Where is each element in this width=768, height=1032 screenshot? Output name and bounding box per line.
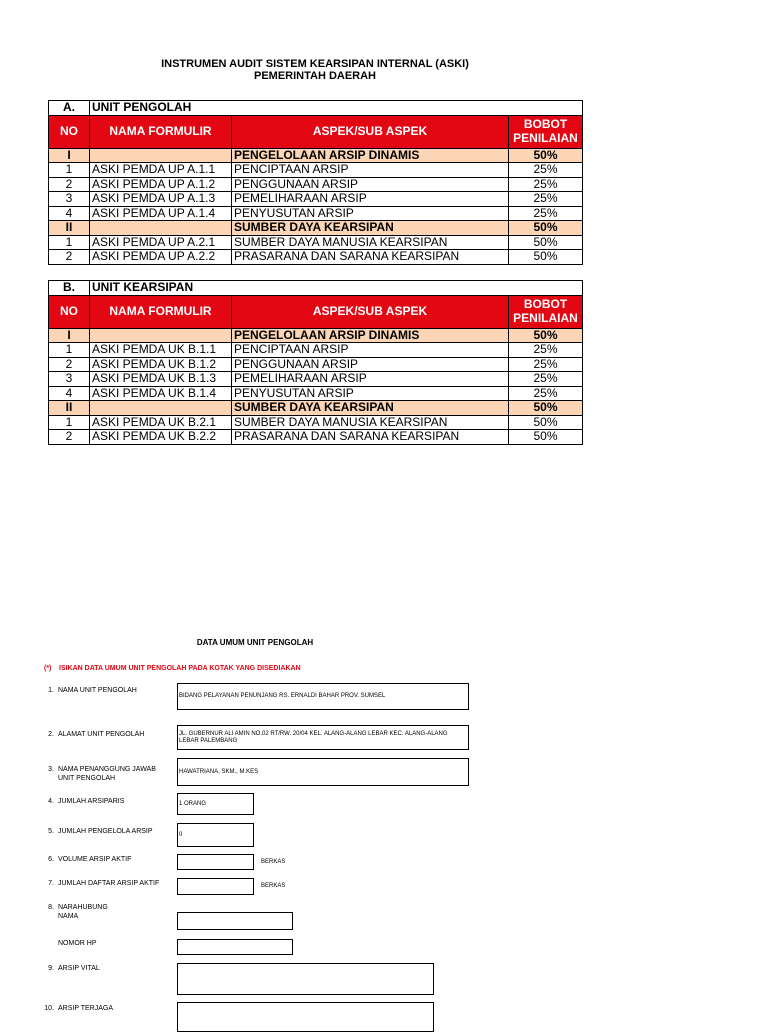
row-aspek: SUMBER DAYA MANUSIA KEARSIPAN bbox=[232, 235, 509, 250]
field-unit: BERKAS bbox=[261, 883, 286, 889]
field-label-text: JUMLAH PENGELOLA ARSIP bbox=[58, 828, 153, 835]
row-bobot: 50% bbox=[509, 235, 583, 250]
group-bobot: 50% bbox=[509, 221, 583, 236]
table-row bbox=[49, 192, 583, 207]
row-no: 2 bbox=[49, 430, 90, 445]
form-note-marker: (*) bbox=[44, 665, 52, 672]
row-form-name: ASKI PEMDA UP A.1.2 bbox=[90, 177, 232, 192]
column-header-no: NO bbox=[49, 295, 90, 328]
row-no: 1 bbox=[49, 235, 90, 250]
row-aspek: PENYUSUTAN ARSIP bbox=[232, 206, 509, 221]
row-bobot: 25% bbox=[509, 163, 583, 178]
column-header-nama-formulir: NAMA FORMULIR bbox=[90, 115, 232, 148]
field-number: 7. bbox=[48, 880, 54, 887]
row-no: 1 bbox=[49, 163, 90, 178]
field-label-text: NAMA UNIT PENGOLAH bbox=[58, 687, 137, 694]
field-number: 6. bbox=[48, 856, 54, 863]
field-number: 3. bbox=[48, 766, 54, 773]
form-note bbox=[44, 665, 301, 672]
document-title: INSTRUMEN AUDIT SISTEM KEARSIPAN INTERNAL (ASKI) bbox=[161, 58, 469, 70]
column-header-nama-formulir: NAMA FORMULIR bbox=[90, 295, 232, 328]
row-form-name: ASKI PEMDA UP A.2.2 bbox=[90, 250, 232, 265]
section-code: B. bbox=[49, 281, 90, 296]
row-aspek: SUMBER DAYA MANUSIA KEARSIPAN bbox=[232, 415, 509, 430]
field-input-box[interactable] bbox=[177, 1002, 434, 1032]
row-form-name: ASKI PEMDA UP A.1.1 bbox=[90, 163, 232, 178]
section-header-row bbox=[49, 281, 583, 296]
section-name: UNIT KEARSIPAN bbox=[90, 281, 583, 296]
row-bobot: 25% bbox=[509, 177, 583, 192]
aski-table-b bbox=[48, 280, 583, 445]
row-aspek: PEMELIHARAAN ARSIP bbox=[232, 192, 509, 207]
group-row bbox=[49, 401, 583, 416]
row-aspek: PENYUSUTAN ARSIP bbox=[232, 386, 509, 401]
column-header-bobot: BOBOT PENILAIAN bbox=[509, 115, 583, 148]
field-number: 4. bbox=[48, 798, 54, 805]
field-value: 0 bbox=[179, 831, 183, 838]
row-aspek: PRASARANA DAN SARANA KEARSIPAN bbox=[232, 250, 509, 265]
row-form-name: ASKI PEMDA UK B.1.1 bbox=[90, 343, 232, 358]
row-bobot: 25% bbox=[509, 343, 583, 358]
row-bobot: 25% bbox=[509, 206, 583, 221]
field-input-box[interactable] bbox=[177, 854, 254, 870]
row-no: 2 bbox=[49, 250, 90, 265]
field-input-box[interactable] bbox=[177, 939, 293, 955]
form-note-text: ISIKAN DATA UMUM UNIT PENGOLAH PADA KOTAK YANG DISEDIAKAN bbox=[59, 665, 301, 672]
row-form-name: ASKI PEMDA UK B.1.3 bbox=[90, 372, 232, 387]
row-no: 4 bbox=[49, 206, 90, 221]
row-no: 2 bbox=[49, 177, 90, 192]
group-row bbox=[49, 148, 583, 163]
field-input-box[interactable] bbox=[177, 758, 469, 786]
field-label-text: JUMLAH DAFTAR ARSIP AKTIF bbox=[58, 880, 160, 887]
field-label-text: NAMA PENANGGUNG JAWAB UNIT PENGOLAH bbox=[58, 766, 156, 782]
group-form-empty bbox=[90, 328, 232, 343]
field-input-box[interactable] bbox=[177, 912, 293, 930]
field-label-text: NOMOR HP bbox=[58, 940, 97, 947]
field-number: 1. bbox=[48, 687, 54, 694]
table-row bbox=[49, 343, 583, 358]
field-number: 10. bbox=[44, 1005, 54, 1012]
group-no: II bbox=[49, 221, 90, 236]
row-aspek: PENGGUNAAN ARSIP bbox=[232, 357, 509, 372]
column-header-row bbox=[49, 115, 583, 148]
group-bobot: 50% bbox=[509, 328, 583, 343]
field-value: HAWATRIANA, SKM., M.KES bbox=[179, 768, 259, 775]
group-bobot: 50% bbox=[509, 148, 583, 163]
row-bobot: 50% bbox=[509, 430, 583, 445]
row-bobot: 50% bbox=[509, 250, 583, 265]
table-row bbox=[49, 415, 583, 430]
field-number: 8. bbox=[48, 904, 54, 911]
group-row bbox=[49, 328, 583, 343]
column-header-aspek: ASPEK/SUB ASPEK bbox=[232, 295, 509, 328]
section-code: A. bbox=[49, 101, 90, 116]
field-label-text: ALAMAT UNIT PENGOLAH bbox=[58, 731, 145, 738]
section-header-row bbox=[49, 101, 583, 116]
column-header-bobot: BOBOT PENILAIAN bbox=[509, 295, 583, 328]
row-form-name: ASKI PEMDA UP A.2.1 bbox=[90, 235, 232, 250]
table-row bbox=[49, 206, 583, 221]
field-label-text: VOLUME ARSIP AKTIF bbox=[58, 856, 132, 863]
column-header-no: NO bbox=[49, 115, 90, 148]
row-aspek: PENGGUNAAN ARSIP bbox=[232, 177, 509, 192]
group-no: I bbox=[49, 328, 90, 343]
field-input-box[interactable] bbox=[177, 683, 469, 710]
row-form-name: ASKI PEMDA UP A.1.3 bbox=[90, 192, 232, 207]
field-label-text: NARAHUBUNG NAMA bbox=[58, 904, 108, 920]
field-unit: BERKAS bbox=[261, 859, 286, 865]
row-bobot: 25% bbox=[509, 386, 583, 401]
field-label-text: ARSIP VITAL bbox=[58, 965, 100, 972]
field-label-text: ARSIP TERJAGA bbox=[58, 1005, 113, 1012]
table-row bbox=[49, 177, 583, 192]
section-name: UNIT PENGOLAH bbox=[90, 101, 583, 116]
field-value: JL. GUBERNUR ALI AMIN NO.02 RT/RW. 20/04 KEL. ALANG-ALANG LEBAR KEC. ALANG-ALANG LEBAR PALEMBANG bbox=[179, 730, 448, 744]
group-aspek: PENGELOLAAN ARSIP DINAMIS bbox=[232, 328, 509, 343]
row-bobot: 25% bbox=[509, 372, 583, 387]
group-form-empty bbox=[90, 148, 232, 163]
table-row bbox=[49, 163, 583, 178]
field-input-box[interactable] bbox=[177, 823, 254, 847]
field-input-box[interactable] bbox=[177, 725, 469, 750]
group-aspek: SUMBER DAYA KEARSIPAN bbox=[232, 221, 509, 236]
row-no: 1 bbox=[49, 343, 90, 358]
row-form-name: ASKI PEMDA UK B.2.1 bbox=[90, 415, 232, 430]
aski-table-a bbox=[48, 100, 583, 265]
row-no: 1 bbox=[49, 415, 90, 430]
row-form-name: ASKI PEMDA UK B.1.4 bbox=[90, 386, 232, 401]
row-aspek: PRASARANA DAN SARANA KEARSIPAN bbox=[232, 430, 509, 445]
field-number: 9. bbox=[48, 965, 54, 972]
row-no: 4 bbox=[49, 386, 90, 401]
row-aspek: PENCIPTAAN ARSIP bbox=[232, 343, 509, 358]
group-aspek: PENGELOLAAN ARSIP DINAMIS bbox=[232, 148, 509, 163]
field-number: 2. bbox=[48, 731, 54, 738]
row-bobot: 25% bbox=[509, 357, 583, 372]
group-row bbox=[49, 221, 583, 236]
table-row bbox=[49, 357, 583, 372]
row-form-name: ASKI PEMDA UK B.2.2 bbox=[90, 430, 232, 445]
field-number: 5. bbox=[48, 828, 54, 835]
table-row bbox=[49, 430, 583, 445]
row-no: 3 bbox=[49, 372, 90, 387]
group-form-empty bbox=[90, 221, 232, 236]
row-bobot: 50% bbox=[509, 415, 583, 430]
row-form-name: ASKI PEMDA UP A.1.4 bbox=[90, 206, 232, 221]
table-row bbox=[49, 250, 583, 265]
column-header-row bbox=[49, 295, 583, 328]
field-input-box[interactable] bbox=[177, 793, 254, 815]
document-subtitle: PEMERINTAH DAERAH bbox=[253, 70, 377, 82]
group-no: II bbox=[49, 401, 90, 416]
row-aspek: PENCIPTAAN ARSIP bbox=[232, 163, 509, 178]
column-header-aspek: ASPEK/SUB ASPEK bbox=[232, 115, 509, 148]
field-value: 1 ORANG bbox=[179, 800, 207, 807]
row-no: 3 bbox=[49, 192, 90, 207]
table-row bbox=[49, 235, 583, 250]
field-label-text: JUMLAH ARSIPARIS bbox=[58, 798, 125, 805]
field-value: BIDANG PELAYANAN PENUNJANG RS. ERNALDI BAHAR PROV. SUMSEL bbox=[179, 693, 386, 699]
row-bobot: 25% bbox=[509, 192, 583, 207]
table-row bbox=[49, 386, 583, 401]
row-aspek: PEMELIHARAAN ARSIP bbox=[232, 372, 509, 387]
table-row bbox=[49, 372, 583, 387]
row-form-name: ASKI PEMDA UK B.1.2 bbox=[90, 357, 232, 372]
group-no: I bbox=[49, 148, 90, 163]
group-form-empty bbox=[90, 401, 232, 416]
field-input-box[interactable] bbox=[177, 878, 254, 895]
group-bobot: 50% bbox=[509, 401, 583, 416]
group-aspek: SUMBER DAYA KEARSIPAN bbox=[232, 401, 509, 416]
row-no: 2 bbox=[49, 357, 90, 372]
field-input-box[interactable] bbox=[177, 963, 434, 995]
form-title: DATA UMUM UNIT PENGOLAH bbox=[196, 638, 314, 647]
